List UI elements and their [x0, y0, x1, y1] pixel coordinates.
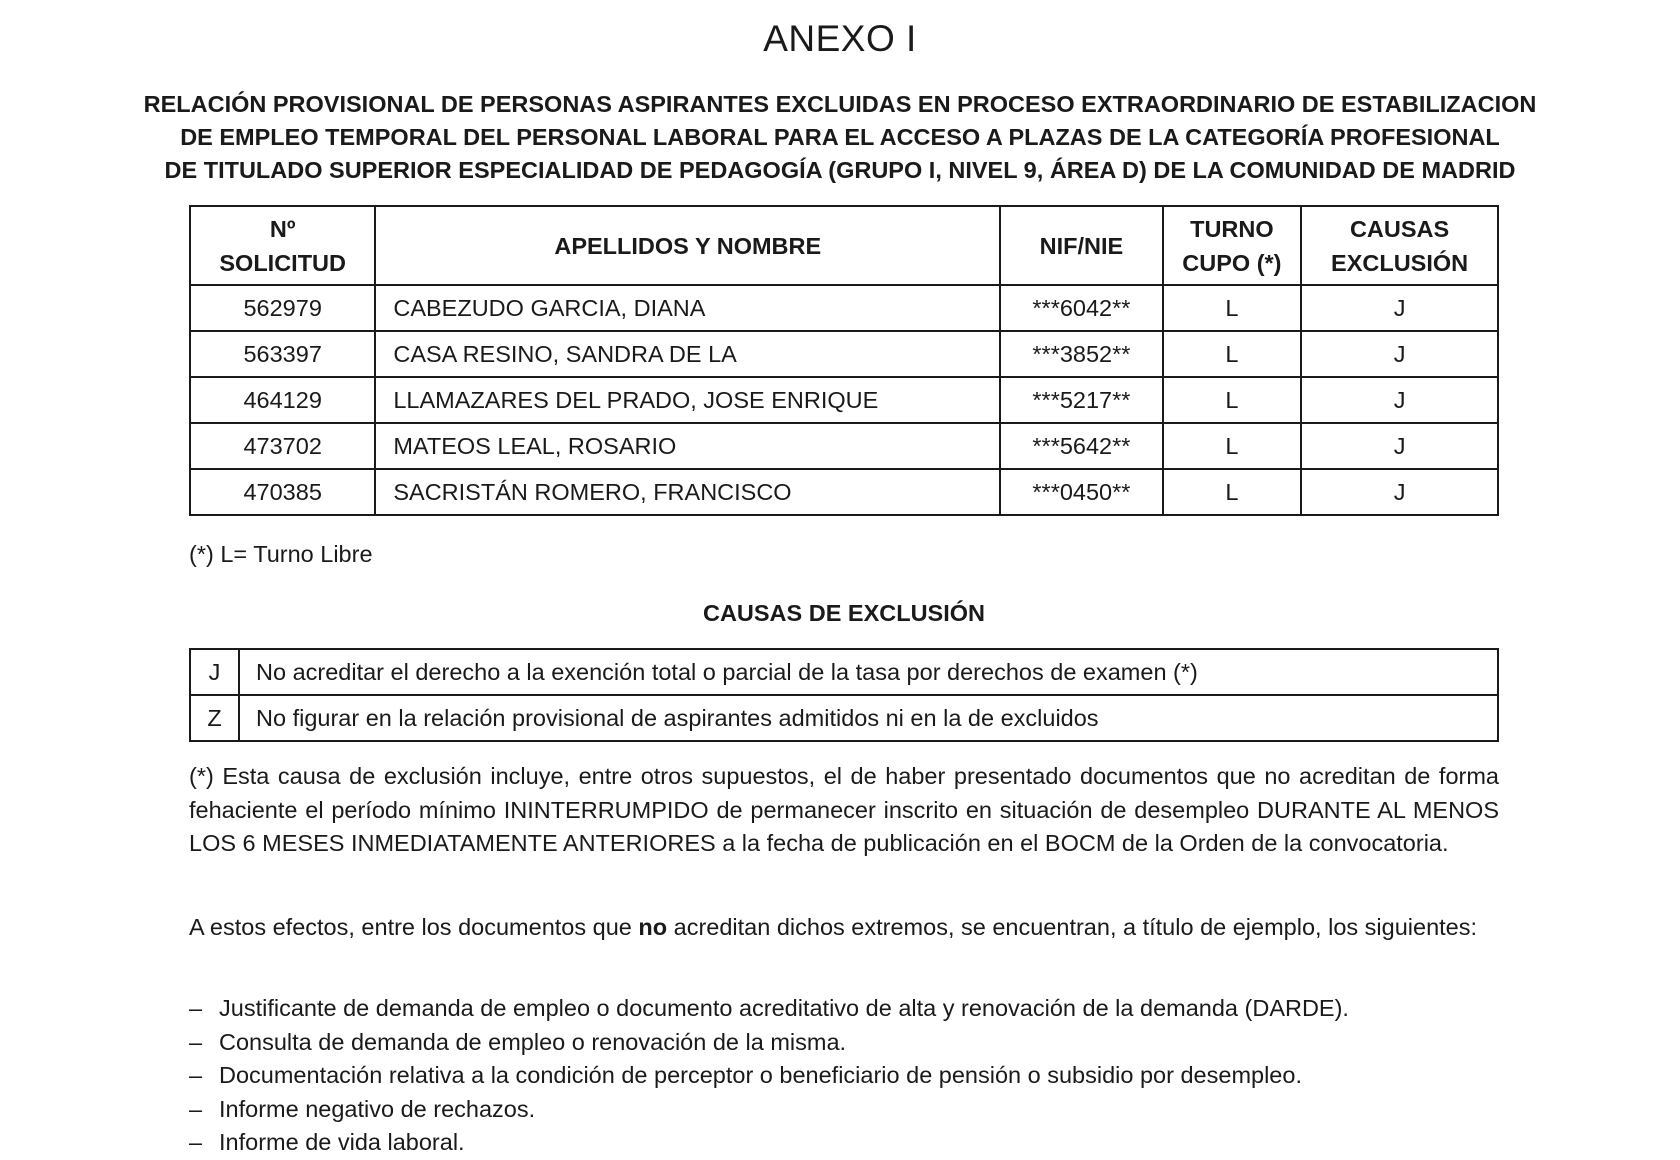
cell-turno: L	[1163, 377, 1302, 423]
documents-list	[189, 992, 1499, 1160]
list-bullet: –	[189, 995, 203, 1021]
cell-causa: J	[1301, 331, 1498, 377]
table-row	[190, 285, 1498, 331]
exclusion-explanation: (*) Esta causa de exclusión incluye, entre otros supuestos, el de haber presentado documentos que no acreditan de forma fehaciente el período mínimo ININTERRUMPIDO de permanecer inscrito en situación de desempleo DURANTE AL MENOS LOS 6 MESES INMEDIATAMENTE ANTERIORES a la fecha de publicación en el BOCM de la Orden de la convocatoria.	[189, 763, 1499, 856]
heading-line: DE EMPLEO TEMPORAL DEL PERSONAL LABORAL PARA EL ACCESO A PLAZAS DE LA CATEGORÍA PROFESIONAL	[180, 124, 1500, 150]
table-header-row	[190, 206, 1498, 285]
list-item	[189, 1093, 1499, 1127]
cause-row	[190, 649, 1498, 695]
list-item-text: Documentación relativa a la condición de perceptor o beneficiario de pensión o subsidio por desempleo.	[219, 1062, 1302, 1088]
intro-text: acreditan dichos extremos, se encuentran, a título de ejemplo, los siguientes:	[667, 914, 1478, 940]
table-row	[190, 469, 1498, 515]
intro-text: A estos efectos, entre los documentos que	[189, 914, 639, 940]
cell-nif: ***5642**	[1000, 423, 1162, 469]
cell-causa: J	[1301, 423, 1498, 469]
cell-causa: J	[1301, 285, 1498, 331]
cell-solicitud: 562979	[190, 285, 375, 331]
list-item-text: Consulta de demanda de empleo o renovación de la misma.	[219, 1028, 847, 1055]
cell-solicitud: 464129	[190, 377, 375, 423]
list-item	[189, 1026, 1499, 1060]
heading-line: DE TITULADO SUPERIOR ESPECIALIDAD DE PEDAGOGÍA (GRUPO I, NIVEL 9, ÁREA D) DE LA COMUNIDAD DE MADRID	[164, 157, 1516, 183]
table-footnote: (*) L= Turno Libre	[189, 541, 373, 567]
list-item-text: Informe negativo de rechazos.	[219, 1095, 536, 1122]
heading-line: RELACIÓN PROVISIONAL DE PERSONAS ASPIRANTES EXCLUIDAS EN PROCESO EXTRAORDINARIO DE ESTABILIZACION	[143, 91, 1537, 117]
cause-row	[190, 695, 1498, 741]
cause-description: No acreditar el derecho a la exención total o parcial de la tasa por derechos de examen (*)	[239, 649, 1498, 695]
cell-turno: L	[1163, 423, 1302, 469]
cell-solicitud: 473702	[190, 423, 375, 469]
cell-nif: ***5217**	[1000, 377, 1162, 423]
cell-nif: ***3852**	[1000, 331, 1162, 377]
cell-solicitud: 470385	[190, 469, 375, 515]
cell-turno: L	[1163, 285, 1302, 331]
cell-turno: L	[1163, 469, 1302, 515]
list-item	[189, 992, 1499, 1026]
cell-nif: ***0450**	[1000, 469, 1162, 515]
list-bullet: –	[189, 1028, 203, 1055]
cell-nombre: SACRISTÁN ROMERO, FRANCISCO	[375, 469, 1000, 515]
exclusion-causes-table	[189, 648, 1499, 742]
documents-intro	[189, 911, 1499, 945]
list-item-text: Informe de vida laboral.	[219, 1129, 465, 1155]
intro-emphasis: no	[638, 914, 668, 940]
cell-causa: J	[1301, 377, 1498, 423]
causes-title: CAUSAS DE EXCLUSIÓN	[702, 600, 986, 626]
excluded-applicants-table	[189, 205, 1499, 516]
cell-solicitud: 563397	[190, 331, 375, 377]
column-header-solicitud: Nº SOLICITUD	[190, 206, 375, 285]
cell-nombre: CASA RESINO, SANDRA DE LA	[375, 331, 1000, 377]
list-bullet: –	[189, 1095, 203, 1122]
cause-code: Z	[190, 695, 239, 741]
column-header-causas: CAUSAS EXCLUSIÓN	[1301, 206, 1498, 285]
list-bullet: –	[189, 1129, 203, 1155]
cell-nombre: CABEZUDO GARCIA, DIANA	[375, 285, 1000, 331]
cell-causa: J	[1301, 469, 1498, 515]
cell-turno: L	[1163, 331, 1302, 377]
cause-description: No figurar en la relación provisional de aspirantes admitidos ni en la de excluidos	[239, 695, 1498, 741]
cell-nif: ***6042**	[1000, 285, 1162, 331]
cell-nombre: MATEOS LEAL, ROSARIO	[375, 423, 1000, 469]
cell-nombre: LLAMAZARES DEL PRADO, JOSE ENRIQUE	[375, 377, 1000, 423]
list-item-text: Justificante de demanda de empleo o documento acreditativo de alta y renovación de la demanda (DARDE).	[219, 995, 1349, 1021]
table-row	[190, 331, 1498, 377]
column-header-nif: NIF/NIE	[1000, 206, 1162, 285]
list-bullet: –	[189, 1062, 203, 1088]
table-row	[190, 423, 1498, 469]
list-item	[189, 1126, 1499, 1160]
table-row	[190, 377, 1498, 423]
cause-code: J	[190, 649, 239, 695]
list-item	[189, 1059, 1499, 1093]
document-heading	[60, 88, 1620, 187]
page-title: ANEXO I	[763, 18, 917, 59]
column-header-turno: TURNO CUPO (*)	[1163, 206, 1302, 285]
column-header-nombre: APELLIDOS Y NOMBRE	[375, 206, 1000, 285]
